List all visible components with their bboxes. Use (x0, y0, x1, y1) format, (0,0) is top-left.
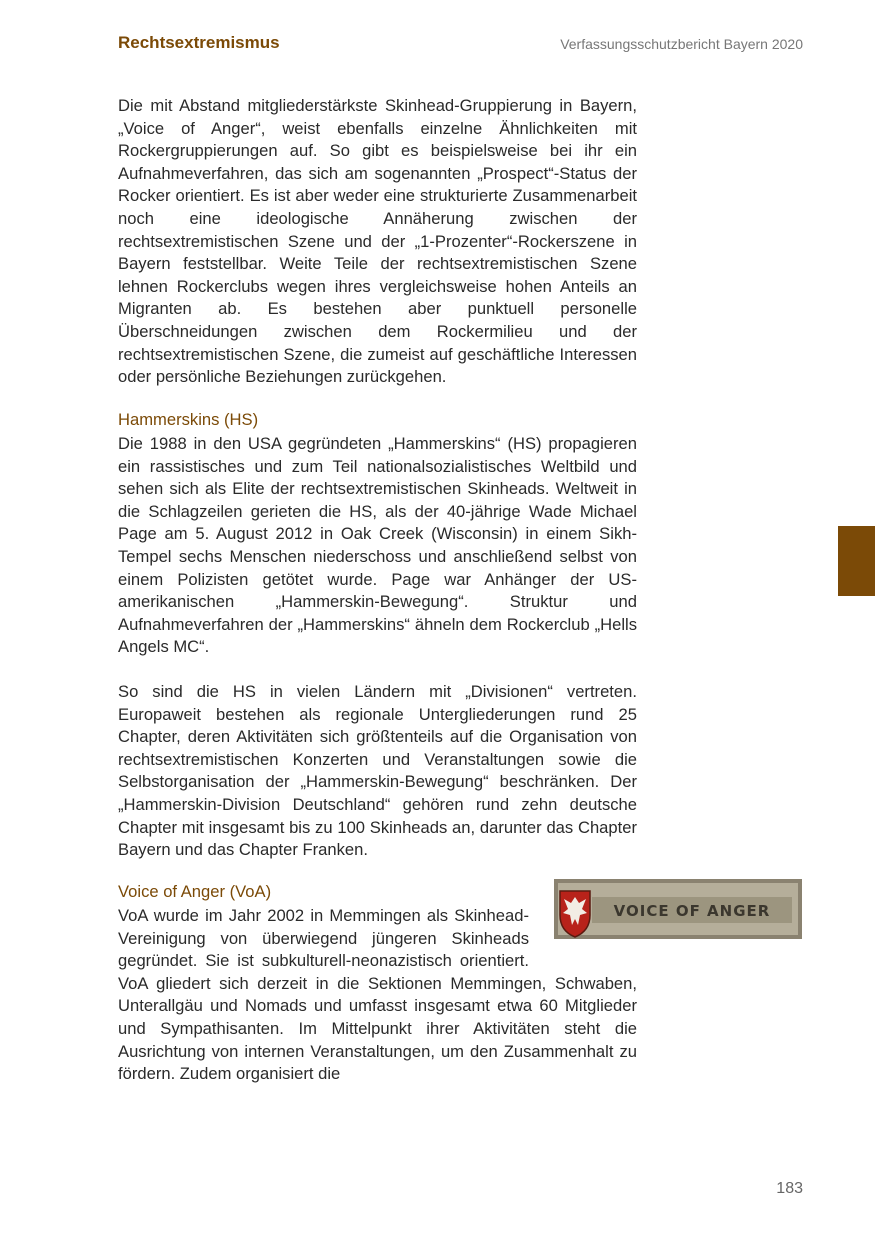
section-title: Rechtsextremismus (118, 33, 280, 52)
paragraph-hammerskins-1: Die 1988 in den USA gegründeten „Hammerskins“ (HS) propagieren ein rassistisches und zum Teil nationalsozialistisches Weltbild und sehen sich als Elite der rechtsextremistischen Skinheads. Weltweit in die Schlagzeilen gerieten die HS, als der 40-jährige Wade Michael Page am 5. August 2012 in Oak Creek (Wisconsin) in einem Sikh-Tempel sechs Menschen niederschoss und anschließend selbst von einem Polizisten getötet wurde. Page war Anhänger der US-amerikanischen „Hammerskin-Bewegung“. Struktur und Aufnahmeverfahren der „Hammerskins“ ähneln dem Rockerclub „Hells Angels MC“. (118, 434, 637, 657)
report-title: Verfassungsschutzbericht Bayern 2020 (560, 36, 803, 52)
voice-of-anger-logo (554, 879, 802, 939)
paragraph-hammerskins-2: So sind die HS in vielen Ländern mit „Divisionen“ vertreten. Europaweit bestehen als regionale Untergliederungen rund 25 Chapter, deren Aktivitäten sich größtenteils auf die Organisation von rechtsextremistischen Konzerten und Veranstaltungen sowie die Selbstorganisation der „Hammerskin-Bewegung“ beschränken. Der „Hammerskin-Division Deutschland“ gehören rund zehn deutsche Chapter mit insgesamt bis zu 100 Skinheads an, darunter das Chapter Bayern und das Chapter Franken. (118, 682, 637, 860)
chapter-tab-marker (838, 526, 875, 596)
heading-voice-of-anger: Voice of Anger (VoA) (118, 882, 272, 901)
page-number: 183 (776, 1180, 803, 1197)
heading-hammerskins: Hammerskins (HS) (118, 410, 259, 429)
paragraph-intro: Die mit Abstand mitgliederstärkste Skinhead-Gruppierung in Bayern, „Voice of Anger“, weist ebenfalls einzelne Ähnlichkeiten mit Rockergruppierungen auf. So gibt es beispielsweise bei ihr ein Aufnahmeverfahren, das sich am sogenannten „Prospect“-Status der Rocker orientiert. Es ist aber weder eine strukturierte Zusammenarbeit noch eine ideologische Annäherung zwischen der rechtsextremistischen Szene und der „1-Prozenter“-Rockerszene in Bayern feststellbar. Weite Teile der rechtsextremistischen Szene lehnen Rockerclubs wegen ihres vergleichsweise hohen Anteils an Migranten ab. Es bestehen aber punktuell personelle Überschneidungen zwischen dem Rockermilieu und der rechtsextremistischen Szene, die zumeist auf geschäftliche Interessen oder persönliche Beziehungen zurückgehen. (118, 96, 637, 387)
paragraph-voa-text: VoA wurde im Jahr 2002 in Memmingen als Skinhead-Vereinigung von überwiegend jüngeren Skinheads gegründet. Sie ist subkulturell-neonazistisch orientiert. VoA gliedert sich derzeit in die Sektionen Memmingen, Schwaben, Unterallgäu und Nomads und umfasst insgesamt etwa 60 Mitglieder und Sympathisanten. Im Mittelpunkt ihrer Aktivitäten steht die Ausrichtung von internen Veranstaltungen, um den Zusammenhalt zu fördern. Zudem organisiert die (118, 906, 637, 1084)
logo-banner-text: VOICE OF ANGER (613, 902, 771, 920)
